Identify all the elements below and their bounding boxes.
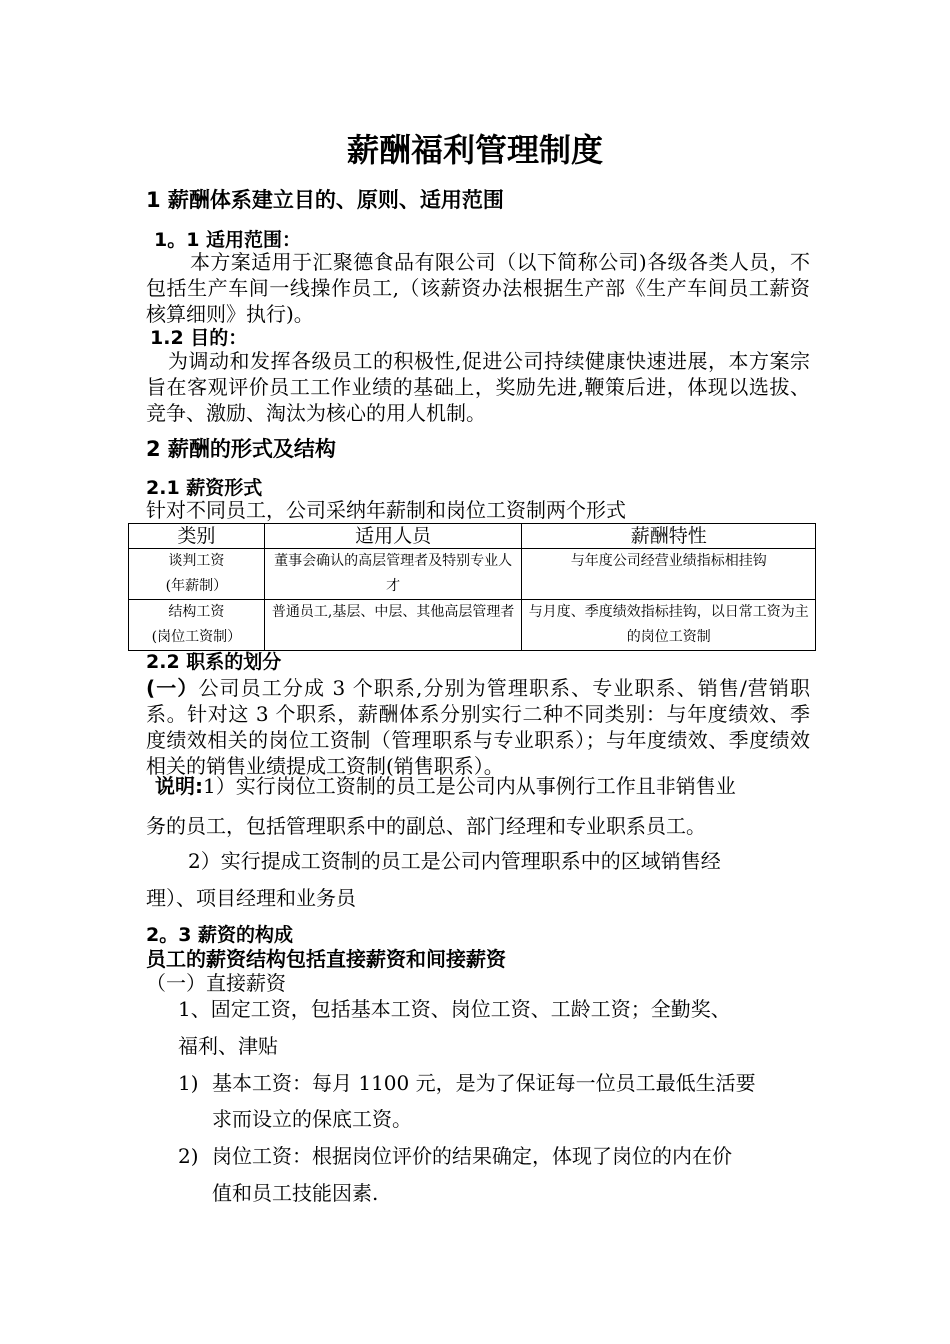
list-item-number: 1) bbox=[178, 1071, 199, 1095]
table-header-cell: 类别 bbox=[129, 524, 265, 549]
note-label: 说明: bbox=[155, 774, 203, 798]
table-header-cell: 薪酬特性 bbox=[522, 524, 816, 549]
list-item-number: 2) bbox=[178, 1144, 199, 1168]
salary-form-table bbox=[128, 523, 816, 651]
note-2-line-2: 理）、项目经理和业务员 bbox=[146, 886, 356, 910]
section-2-2-text bbox=[146, 675, 810, 779]
note-2-line-1: 2）实行提成工资制的员工是公司内管理职系中的区域销售经 bbox=[188, 849, 721, 873]
table-cell: 谈判工资 (年薪制） bbox=[129, 549, 265, 600]
note-1-text-a: 1）实行岗位工资制的员工是公司内从事例行工作且非销售业 bbox=[203, 774, 736, 798]
section-1-2-text: 为调动和发挥各级员工的积极性,促进公司持续健康快速进展，本方案宗旨在客观评价员工工作业绩的基础上，奖励先进,鞭策后进，体现以选拔、竞争、激励、淘汰为核心的用人机制。 bbox=[146, 349, 810, 425]
section-2-1-heading: 2.1 薪资形式 bbox=[146, 477, 263, 499]
item-1-line-1: 1、固定工资，包括基本工资、岗位工资、工龄工资；全勤奖、 bbox=[178, 997, 731, 1021]
section-2-2-heading: 2.2 职系的划分 bbox=[146, 651, 282, 673]
list-item-text: 岗位工资：根据岗位评价的结果确定，体现了岗位的内在价 bbox=[212, 1144, 732, 1168]
note-1-line-1 bbox=[155, 773, 736, 799]
list-item-text: 求而设立的保底工资。 bbox=[212, 1107, 412, 1131]
section-2-3-subheading: 员工的薪资结构包括直接薪资和间接薪资 bbox=[146, 947, 506, 971]
table-cell: 普通员工,基层、中层、其他高层管理者 bbox=[264, 600, 522, 651]
table-cell: 与年度公司经营业绩指标相挂钩 bbox=[522, 549, 816, 600]
section-2-2-body: 公司员工分成 3 个职系,分别为管理职系、专业职系、销售/营销职系。针对这 3 个职系，薪酬体系分别实行二种不同类别：与年度绩效、季度绩效相关的岗位工资制（管理职系与专业职系）；与年度绩效、季度绩效相关的销售业绩提成工资制(销售职系）。 bbox=[146, 676, 810, 778]
table-cell: 董事会确认的高层管理者及特别专业人才 bbox=[264, 549, 522, 600]
list-item-text: 基本工资：每月 1100 元，是为了保证每一位员工最低生活要 bbox=[212, 1071, 756, 1095]
section-1-1-heading: 1。1 适用范围： bbox=[154, 229, 302, 251]
table-row bbox=[129, 600, 816, 651]
list-item-text: 值和员工技能因素. bbox=[212, 1181, 379, 1205]
table-cell: 结构工资 (岗位工资制） bbox=[129, 600, 265, 651]
section-1-1-text: 本方案适用于汇聚德食品有限公司（以下简称公司)各级各类人员，不包括生产车间一线操作员工,（该薪资办法根据生产部《生产车间员工薪资核算细则》执行)。 bbox=[146, 250, 810, 326]
page-title: 薪酬福利管理制度 bbox=[346, 131, 603, 169]
table-cell: 与月度、季度绩效指标挂钩，以日常工资为主的岗位工资制 bbox=[522, 600, 816, 651]
note-1-line-2: 务的员工，包括管理职系中的副总、部门经理和专业职系员工。 bbox=[146, 814, 706, 838]
table-row bbox=[129, 549, 816, 600]
direct-salary-heading: （一）直接薪资 bbox=[146, 971, 286, 995]
section-1-heading: 1 薪酬体系建立目的、原则、适用范围 bbox=[146, 188, 504, 212]
item-1-line-2: 福利、津贴 bbox=[178, 1034, 278, 1058]
section-1-2-heading: 1.2 目的： bbox=[150, 327, 248, 349]
table-header-cell: 适用人员 bbox=[264, 524, 522, 549]
section-2-heading: 2 薪酬的形式及结构 bbox=[146, 437, 336, 461]
section-2-2-lead: (一） bbox=[146, 676, 199, 700]
table-header-row bbox=[129, 524, 816, 549]
section-2-3-heading: 2。3 薪资的构成 bbox=[146, 924, 294, 946]
section-2-1-text: 针对不同员工，公司采纳年薪制和岗位工资制两个形式 bbox=[146, 498, 626, 522]
